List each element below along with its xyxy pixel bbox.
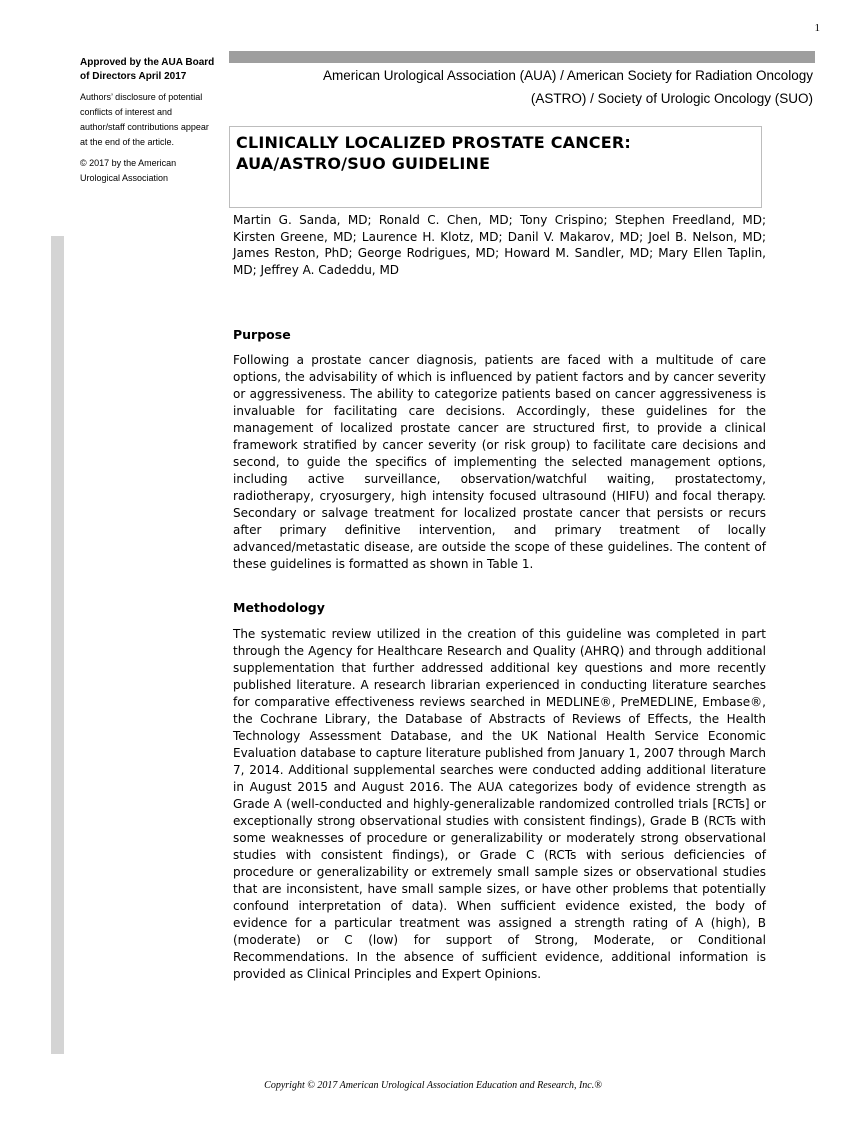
header-bar (229, 51, 815, 63)
approval-note: Approved by the AUA Board of Directors April 2017 (80, 57, 215, 82)
left-margin-bar (51, 236, 64, 1054)
methodology-paragraph: The systematic review utilized in the creation of this guideline was completed in part through the Agency for Healthcare Research and Quality (AHRQ) and through additional supplementation that further addressed additional key questions and more recently published literature. A research librarian experienced in conducting literature searches for comparative effectiveness reviews searched in MEDLINE®, PreMEDLINE, Embase®, the Cochrane Library, the Database of Abstracts of Reviews of Effects, the Health Technology Assessment Database, and the UK National Health Service Economic Evaluation database to capture literature published from January 1, 2007 through March 7, 2014. Additional supplemental searches were conducted adding additional literature in August 2015 and August 2016. The AUA categorizes body of evidence strength as Grade A (well-conducted and highly-generalizable randomized controlled trials [RCTs] or exceptionally strong observational studies with consistent findings), Grade B (RCTs with some weaknesses of procedure or generalizability or moderately strong observational studies with consistent findings), or Grade C (RCTs with serious deficiencies of procedure or generalizability or extremely small sample sizes or observational studies that are inconsistent, have small sample sizes, or have other problems that potentially confound interpretation of data). When sufficient evidence existed, the body of evidence for a particular treatment was assigned a strength rating of A (high), B (moderate) or C (low) for support of Strong, Moderate, or Conditional Recommendations. In the absence of sufficient evidence, additional information is provided as Clinical Principles and Expert Opinions. (233, 627, 766, 981)
author-list: Martin G. Sanda, MD; Ronald C. Chen, MD; Tony Crispino; Stephen Freedland, MD; Kirsten Greene, MD; Laurence H. Klotz, MD; Danil V. Makarov, MD; Joel B. Nelson, MD; James Reston, PhD; George Rodrigues, MD; Howard M. Sandler, MD; Mary Ellen Taplin, MD; Jeffrey A. Cadeddu, MD (233, 213, 766, 277)
organizations-header (229, 64, 813, 110)
purpose-heading: Purpose (233, 327, 291, 342)
methodology-heading: Methodology (233, 600, 325, 615)
disclosure-note: Authors’ disclosure of potential conflicts of interest and author/staff contributions appear at the end of the article. (80, 92, 209, 147)
sidebar (80, 56, 216, 192)
document-title-line-1: CLINICALLY LOCALIZED PROSTATE CANCER: (236, 133, 632, 152)
title-box (229, 126, 762, 208)
page-number: 1 (814, 22, 820, 34)
purpose-paragraph: Following a prostate cancer diagnosis, patients are faced with a multitude of care options, the advisability of which is influenced by patient factors and by cancer severity or aggressiveness. The ability to categorize patients based on cancer aggressiveness is invaluable for facilitating care decisions. Accordingly, these guidelines for the management of localized prostate cancer are structured first, to provide a clinical framework stratified by cancer severity (or risk group) to facilitate care decisions and second, to guide the specifics of implementing the selected management options, including active surveillance, observation/watchful waiting, prostatectomy, radiotherapy, cryosurgery, high intensity focused ultrasound (HIFU) and focal therapy. Secondary or salvage treatment for localized prostate cancer that persists or recurs after primary definitive intervention, and primary treatment of locally advanced/metastatic disease, are outside the scope of these guidelines. The content of these guidelines is formatted as shown in Table 1. (233, 353, 766, 571)
organizations-line-2: (ASTRO) / Society of Urologic Oncology (SUO) (530, 91, 813, 106)
sidebar-copyright: © 2017 by the American Urological Association (80, 158, 177, 183)
document-title-line-2: AUA/ASTRO/SUO GUIDELINE (236, 154, 491, 173)
footer-copyright: Copyright © 2017 American Urological Association Education and Research, Inc.® (264, 1080, 602, 1091)
organizations-line-1: American Urological Association (AUA) / American Society for Radiation Oncology (323, 68, 813, 83)
